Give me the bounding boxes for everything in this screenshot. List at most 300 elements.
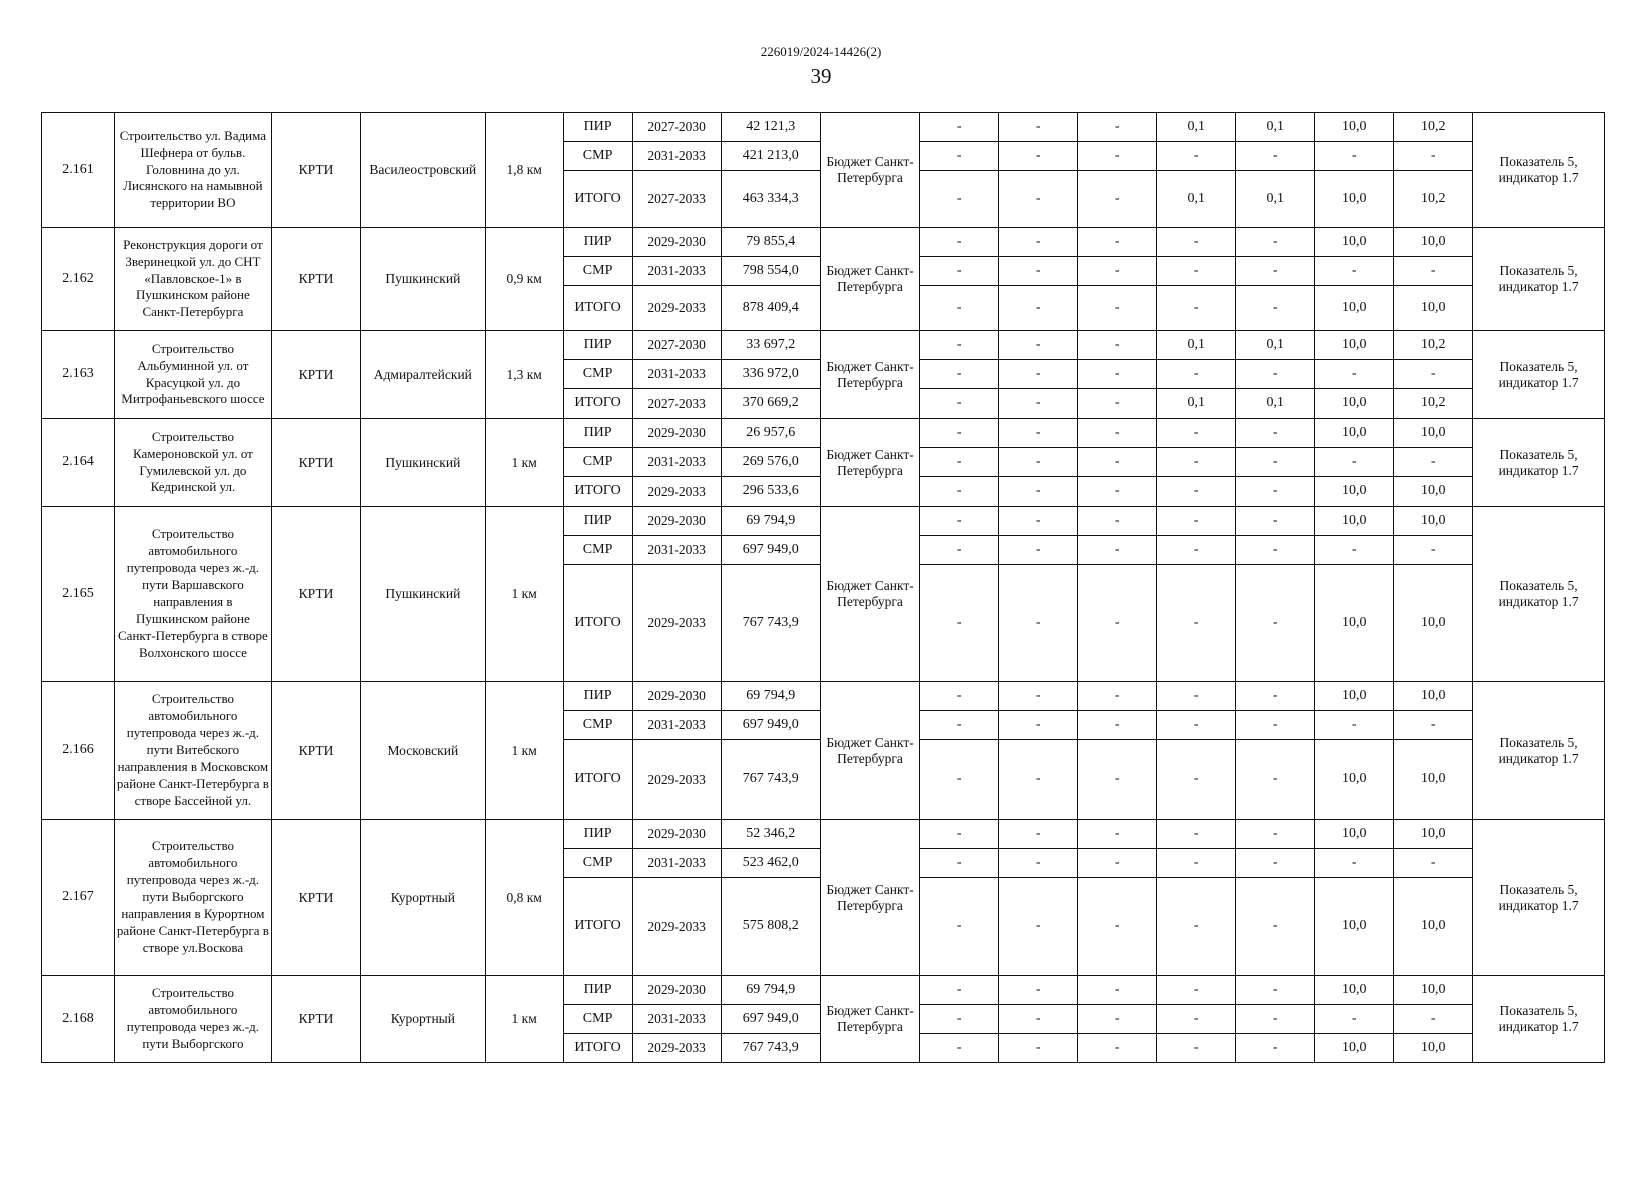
year-value: - xyxy=(1078,286,1157,331)
year-value: - xyxy=(1078,419,1157,448)
stage: ПИР xyxy=(563,976,632,1005)
year-value: - xyxy=(1236,286,1315,331)
year-value: - xyxy=(1078,142,1157,171)
stage: ПИР xyxy=(563,113,632,142)
indicator: Показатель 5, индикатор 1.7 xyxy=(1473,113,1605,228)
year-value: - xyxy=(1394,257,1473,286)
year-value: - xyxy=(1157,849,1236,878)
year-value: - xyxy=(1236,257,1315,286)
year-value: - xyxy=(1078,740,1157,820)
year-value: - xyxy=(999,228,1078,257)
period: 2031-2033 xyxy=(632,142,721,171)
year-value: - xyxy=(1157,477,1236,507)
length: 0,9 км xyxy=(485,228,563,331)
cost: 767 743,9 xyxy=(721,1034,820,1063)
period: 2027-2030 xyxy=(632,113,721,142)
year-value: - xyxy=(1078,1034,1157,1063)
year-value: 10,0 xyxy=(1394,682,1473,711)
year-value: 10,0 xyxy=(1315,389,1394,419)
project-name: Строительство автомобильного путепровода через ж.-д. пути Выборгского xyxy=(114,976,271,1063)
year-value: 0,1 xyxy=(1157,389,1236,419)
year-value: - xyxy=(1157,711,1236,740)
year-value: - xyxy=(1236,976,1315,1005)
year-value: 0,1 xyxy=(1236,389,1315,419)
projects-table xyxy=(41,112,1605,1063)
year-value: - xyxy=(1236,878,1315,976)
length: 1,3 км xyxy=(485,331,563,419)
table-row xyxy=(42,820,1605,849)
year-value: - xyxy=(1315,448,1394,477)
project-id: 2.167 xyxy=(42,820,115,976)
period: 2031-2033 xyxy=(632,1005,721,1034)
district: Василеостровский xyxy=(361,113,486,228)
stage: ПИР xyxy=(563,507,632,536)
year-value: - xyxy=(920,171,999,228)
year-value: - xyxy=(999,849,1078,878)
year-value: - xyxy=(999,448,1078,477)
year-value: 10,2 xyxy=(1394,331,1473,360)
year-value: - xyxy=(999,1034,1078,1063)
district: Пушкинский xyxy=(361,228,486,331)
year-value: - xyxy=(1236,565,1315,682)
table-row xyxy=(42,419,1605,448)
year-value: - xyxy=(1236,536,1315,565)
year-value: - xyxy=(1236,682,1315,711)
year-value: 10,0 xyxy=(1315,878,1394,976)
cost: 697 949,0 xyxy=(721,536,820,565)
project-id: 2.162 xyxy=(42,228,115,331)
year-value: 10,0 xyxy=(1394,820,1473,849)
cost: 336 972,0 xyxy=(721,360,820,389)
project-id: 2.165 xyxy=(42,507,115,682)
indicator: Показатель 5, индикатор 1.7 xyxy=(1473,331,1605,419)
year-value: - xyxy=(1394,711,1473,740)
year-value: - xyxy=(999,171,1078,228)
year-value: - xyxy=(1078,878,1157,976)
year-value: 10,0 xyxy=(1394,286,1473,331)
indicator: Показатель 5, индикатор 1.7 xyxy=(1473,228,1605,331)
cost: 878 409,4 xyxy=(721,286,820,331)
stage: СМР xyxy=(563,360,632,389)
district: Пушкинский xyxy=(361,507,486,682)
cost: 33 697,2 xyxy=(721,331,820,360)
year-value: - xyxy=(1157,448,1236,477)
year-value: - xyxy=(920,536,999,565)
cost: 370 669,2 xyxy=(721,389,820,419)
year-value: - xyxy=(920,565,999,682)
project-id: 2.163 xyxy=(42,331,115,419)
year-value: - xyxy=(1078,565,1157,682)
stage: СМР xyxy=(563,257,632,286)
length: 1 км xyxy=(485,507,563,682)
customer: КРТИ xyxy=(271,113,360,228)
period: 2031-2033 xyxy=(632,849,721,878)
year-value: - xyxy=(920,389,999,419)
stage: ПИР xyxy=(563,682,632,711)
project-name: Строительство автомобильного путепровода через ж.-д. пути Выборгского направления в Курортном районе Санкт-Петербурга в створе ул.Воскова xyxy=(114,820,271,976)
indicator: Показатель 5, индикатор 1.7 xyxy=(1473,419,1605,507)
cost: 421 213,0 xyxy=(721,142,820,171)
year-value: - xyxy=(1078,360,1157,389)
period: 2027-2033 xyxy=(632,389,721,419)
year-value: - xyxy=(1236,507,1315,536)
year-value: - xyxy=(999,740,1078,820)
cost: 42 121,3 xyxy=(721,113,820,142)
year-value: - xyxy=(920,740,999,820)
year-value: - xyxy=(1236,228,1315,257)
district: Пушкинский xyxy=(361,419,486,507)
cost: 767 743,9 xyxy=(721,740,820,820)
stage: ИТОГО xyxy=(563,878,632,976)
year-value: - xyxy=(1236,849,1315,878)
year-value: - xyxy=(920,419,999,448)
year-value: - xyxy=(1157,565,1236,682)
year-value: - xyxy=(1078,507,1157,536)
year-value: - xyxy=(1394,142,1473,171)
year-value: - xyxy=(920,113,999,142)
cost: 269 576,0 xyxy=(721,448,820,477)
stage: СМР xyxy=(563,142,632,171)
period: 2029-2030 xyxy=(632,507,721,536)
stage: ПИР xyxy=(563,331,632,360)
year-value: 10,0 xyxy=(1394,976,1473,1005)
year-value: - xyxy=(920,1005,999,1034)
cost: 69 794,9 xyxy=(721,507,820,536)
page-number: 39 xyxy=(810,64,832,88)
customer: КРТИ xyxy=(271,820,360,976)
period: 2027-2033 xyxy=(632,171,721,228)
cost: 767 743,9 xyxy=(721,565,820,682)
year-value: 10,0 xyxy=(1315,477,1394,507)
indicator: Показатель 5, индикатор 1.7 xyxy=(1473,507,1605,682)
table-row xyxy=(42,113,1605,142)
year-value: - xyxy=(920,360,999,389)
year-value: - xyxy=(999,820,1078,849)
year-value: - xyxy=(1078,171,1157,228)
year-value: - xyxy=(1078,536,1157,565)
district: Курортный xyxy=(361,976,486,1063)
year-value: 10,2 xyxy=(1394,113,1473,142)
length: 0,8 км xyxy=(485,820,563,976)
period: 2029-2033 xyxy=(632,565,721,682)
period: 2029-2033 xyxy=(632,878,721,976)
year-value: - xyxy=(1236,477,1315,507)
year-value: 10,0 xyxy=(1394,228,1473,257)
year-value: 10,2 xyxy=(1394,171,1473,228)
year-value: - xyxy=(920,878,999,976)
year-value: 10,0 xyxy=(1315,1034,1394,1063)
stage: СМР xyxy=(563,849,632,878)
year-value: - xyxy=(1157,419,1236,448)
stage: СМР xyxy=(563,711,632,740)
year-value: - xyxy=(1078,1005,1157,1034)
year-value: - xyxy=(1157,682,1236,711)
stage: ПИР xyxy=(563,228,632,257)
year-value: - xyxy=(1078,820,1157,849)
year-value: - xyxy=(1315,257,1394,286)
district: Адмиралтейский xyxy=(361,331,486,419)
customer: КРТИ xyxy=(271,331,360,419)
project-id: 2.161 xyxy=(42,113,115,228)
year-value: - xyxy=(920,976,999,1005)
year-value: 10,0 xyxy=(1315,976,1394,1005)
stage: ИТОГО xyxy=(563,171,632,228)
project-name: Строительство ул. Вадима Шефнера от бульв. Головнина до ул. Лисянского на намывной территории ВО xyxy=(114,113,271,228)
year-value: - xyxy=(1236,740,1315,820)
funding-source: Бюджет Санкт-Петербурга xyxy=(820,820,919,976)
year-value: 10,0 xyxy=(1315,507,1394,536)
year-value: 10,0 xyxy=(1315,286,1394,331)
year-value: - xyxy=(920,331,999,360)
document-number: 226019/2024-14426(2) xyxy=(760,44,882,59)
cost: 26 957,6 xyxy=(721,419,820,448)
stage: ИТОГО xyxy=(563,477,632,507)
stage: ИТОГО xyxy=(563,1034,632,1063)
year-value: 10,0 xyxy=(1315,331,1394,360)
cost: 575 808,2 xyxy=(721,878,820,976)
year-value: - xyxy=(1236,419,1315,448)
year-value: - xyxy=(1078,331,1157,360)
year-value: - xyxy=(999,331,1078,360)
customer: КРТИ xyxy=(271,682,360,820)
year-value: - xyxy=(920,142,999,171)
project-name: Реконструкция дороги от Зверинецкой ул. до СНТ «Павловское-1» в Пушкинском районе Санкт-Петербурга xyxy=(114,228,271,331)
year-value: - xyxy=(999,536,1078,565)
table-row xyxy=(42,331,1605,360)
year-value: 0,1 xyxy=(1157,331,1236,360)
stage: СМР xyxy=(563,536,632,565)
customer: КРТИ xyxy=(271,419,360,507)
year-value: - xyxy=(1157,1005,1236,1034)
year-value: - xyxy=(1157,740,1236,820)
year-value: 10,0 xyxy=(1394,1034,1473,1063)
year-value: - xyxy=(1315,849,1394,878)
year-value: - xyxy=(1394,360,1473,389)
project-id: 2.164 xyxy=(42,419,115,507)
year-value: - xyxy=(920,1034,999,1063)
year-value: 10,0 xyxy=(1315,228,1394,257)
year-value: - xyxy=(1078,448,1157,477)
project-name: Строительство Альбуминной ул. от Красуцкой ул. до Митрофаньевского шоссе xyxy=(114,331,271,419)
year-value: - xyxy=(1157,878,1236,976)
year-value: 10,0 xyxy=(1394,419,1473,448)
year-value: - xyxy=(1078,682,1157,711)
project-name: Строительство автомобильного путепровода через ж.-д. пути Витебского направления в Московском районе Санкт-Петербурга в створе Бассейной ул. xyxy=(114,682,271,820)
table-row xyxy=(42,682,1605,711)
year-value: - xyxy=(1236,820,1315,849)
period: 2031-2033 xyxy=(632,536,721,565)
cost: 798 554,0 xyxy=(721,257,820,286)
year-value: - xyxy=(1157,1034,1236,1063)
stage: СМР xyxy=(563,1005,632,1034)
project-id: 2.166 xyxy=(42,682,115,820)
period: 2029-2033 xyxy=(632,286,721,331)
period: 2031-2033 xyxy=(632,360,721,389)
year-value: 10,0 xyxy=(1394,477,1473,507)
year-value: - xyxy=(1394,1005,1473,1034)
stage: ПИР xyxy=(563,820,632,849)
year-value: - xyxy=(1236,1005,1315,1034)
year-value: - xyxy=(1157,228,1236,257)
year-value: - xyxy=(999,286,1078,331)
year-value: 0,1 xyxy=(1157,113,1236,142)
year-value: - xyxy=(999,565,1078,682)
length: 1 км xyxy=(485,419,563,507)
year-value: - xyxy=(1157,507,1236,536)
table-row xyxy=(42,976,1605,1005)
customer: КРТИ xyxy=(271,228,360,331)
year-value: - xyxy=(920,711,999,740)
period: 2027-2030 xyxy=(632,331,721,360)
year-value: - xyxy=(1236,711,1315,740)
length: 1,8 км xyxy=(485,113,563,228)
year-value: - xyxy=(1236,448,1315,477)
cost: 296 533,6 xyxy=(721,477,820,507)
year-value: - xyxy=(1236,360,1315,389)
year-value: - xyxy=(1394,536,1473,565)
project-name: Строительство Камероновской ул. от Гумилевской ул. до Кедринской ул. xyxy=(114,419,271,507)
year-value: 10,0 xyxy=(1315,565,1394,682)
stage: ИТОГО xyxy=(563,565,632,682)
funding-source: Бюджет Санкт-Петербурга xyxy=(820,331,919,419)
year-value: 10,0 xyxy=(1315,113,1394,142)
stage: ИТОГО xyxy=(563,286,632,331)
year-value: - xyxy=(1236,142,1315,171)
project-id: 2.168 xyxy=(42,976,115,1063)
year-value: - xyxy=(1157,286,1236,331)
funding-source: Бюджет Санкт-Петербурга xyxy=(820,507,919,682)
year-value: 10,2 xyxy=(1394,389,1473,419)
stage: ИТОГО xyxy=(563,389,632,419)
length: 1 км xyxy=(485,682,563,820)
year-value: - xyxy=(1315,536,1394,565)
period: 2031-2033 xyxy=(632,711,721,740)
year-value: 0,1 xyxy=(1236,171,1315,228)
year-value: - xyxy=(1315,142,1394,171)
year-value: 10,0 xyxy=(1394,565,1473,682)
year-value: - xyxy=(999,142,1078,171)
cost: 69 794,9 xyxy=(721,976,820,1005)
period: 2029-2030 xyxy=(632,976,721,1005)
year-value: - xyxy=(1078,389,1157,419)
year-value: - xyxy=(920,477,999,507)
year-value: - xyxy=(1394,448,1473,477)
funding-source: Бюджет Санкт-Петербурга xyxy=(820,228,919,331)
year-value: - xyxy=(1157,536,1236,565)
year-value: - xyxy=(920,820,999,849)
year-value: - xyxy=(999,389,1078,419)
year-value: - xyxy=(1078,711,1157,740)
cost: 523 462,0 xyxy=(721,849,820,878)
table-row xyxy=(42,507,1605,536)
year-value: 0,1 xyxy=(1236,331,1315,360)
cost: 697 949,0 xyxy=(721,711,820,740)
period: 2029-2030 xyxy=(632,820,721,849)
year-value: - xyxy=(1157,820,1236,849)
year-value: 0,1 xyxy=(1236,113,1315,142)
year-value: - xyxy=(1078,228,1157,257)
year-value: 10,0 xyxy=(1394,878,1473,976)
table-row xyxy=(42,228,1605,257)
year-value: - xyxy=(920,682,999,711)
year-value: 10,0 xyxy=(1315,171,1394,228)
year-value: - xyxy=(1394,849,1473,878)
year-value: - xyxy=(1078,257,1157,286)
year-value: - xyxy=(1157,976,1236,1005)
year-value: 0,1 xyxy=(1157,171,1236,228)
indicator: Показатель 5, индикатор 1.7 xyxy=(1473,976,1605,1063)
year-value: - xyxy=(920,286,999,331)
year-value: - xyxy=(999,257,1078,286)
project-name: Строительство автомобильного путепровода через ж.-д. пути Варшавского направления в Пушкинском районе Санкт-Петербурга в створе Волхонского шоссе xyxy=(114,507,271,682)
cost: 79 855,4 xyxy=(721,228,820,257)
year-value: - xyxy=(1078,113,1157,142)
period: 2029-2033 xyxy=(632,477,721,507)
funding-source: Бюджет Санкт-Петербурга xyxy=(820,976,919,1063)
year-value: - xyxy=(1236,1034,1315,1063)
year-value: - xyxy=(999,477,1078,507)
year-value: 10,0 xyxy=(1315,820,1394,849)
period: 2029-2030 xyxy=(632,228,721,257)
year-value: - xyxy=(920,849,999,878)
cost: 697 949,0 xyxy=(721,1005,820,1034)
year-value: 10,0 xyxy=(1315,419,1394,448)
year-value: - xyxy=(920,507,999,536)
year-value: 10,0 xyxy=(1394,507,1473,536)
stage: ПИР xyxy=(563,419,632,448)
funding-source: Бюджет Санкт-Петербурга xyxy=(820,113,919,228)
funding-source: Бюджет Санкт-Петербурга xyxy=(820,682,919,820)
period: 2031-2033 xyxy=(632,257,721,286)
year-value: - xyxy=(999,878,1078,976)
year-value: - xyxy=(1157,142,1236,171)
year-value: - xyxy=(999,113,1078,142)
year-value: 10,0 xyxy=(1315,740,1394,820)
length: 1 км xyxy=(485,976,563,1063)
customer: КРТИ xyxy=(271,507,360,682)
period: 2029-2030 xyxy=(632,682,721,711)
indicator: Показатель 5, индикатор 1.7 xyxy=(1473,682,1605,820)
year-value: - xyxy=(1078,477,1157,507)
year-value: - xyxy=(999,360,1078,389)
year-value: - xyxy=(1315,711,1394,740)
period: 2029-2033 xyxy=(632,740,721,820)
year-value: - xyxy=(999,682,1078,711)
stage: ИТОГО xyxy=(563,740,632,820)
table-body xyxy=(42,113,1605,1063)
year-value: - xyxy=(920,448,999,477)
year-value: - xyxy=(1315,1005,1394,1034)
customer: КРТИ xyxy=(271,976,360,1063)
cost: 69 794,9 xyxy=(721,682,820,711)
stage: СМР xyxy=(563,448,632,477)
district: Московский xyxy=(361,682,486,820)
year-value: - xyxy=(1315,360,1394,389)
cost: 52 346,2 xyxy=(721,820,820,849)
year-value: - xyxy=(999,1005,1078,1034)
year-value: - xyxy=(920,257,999,286)
cost: 463 334,3 xyxy=(721,171,820,228)
year-value: - xyxy=(920,228,999,257)
district: Курортный xyxy=(361,820,486,976)
period: 2031-2033 xyxy=(632,448,721,477)
year-value: - xyxy=(1078,849,1157,878)
year-value: - xyxy=(999,711,1078,740)
funding-source: Бюджет Санкт-Петербурга xyxy=(820,419,919,507)
year-value: - xyxy=(999,976,1078,1005)
period: 2029-2030 xyxy=(632,419,721,448)
year-value: 10,0 xyxy=(1315,682,1394,711)
